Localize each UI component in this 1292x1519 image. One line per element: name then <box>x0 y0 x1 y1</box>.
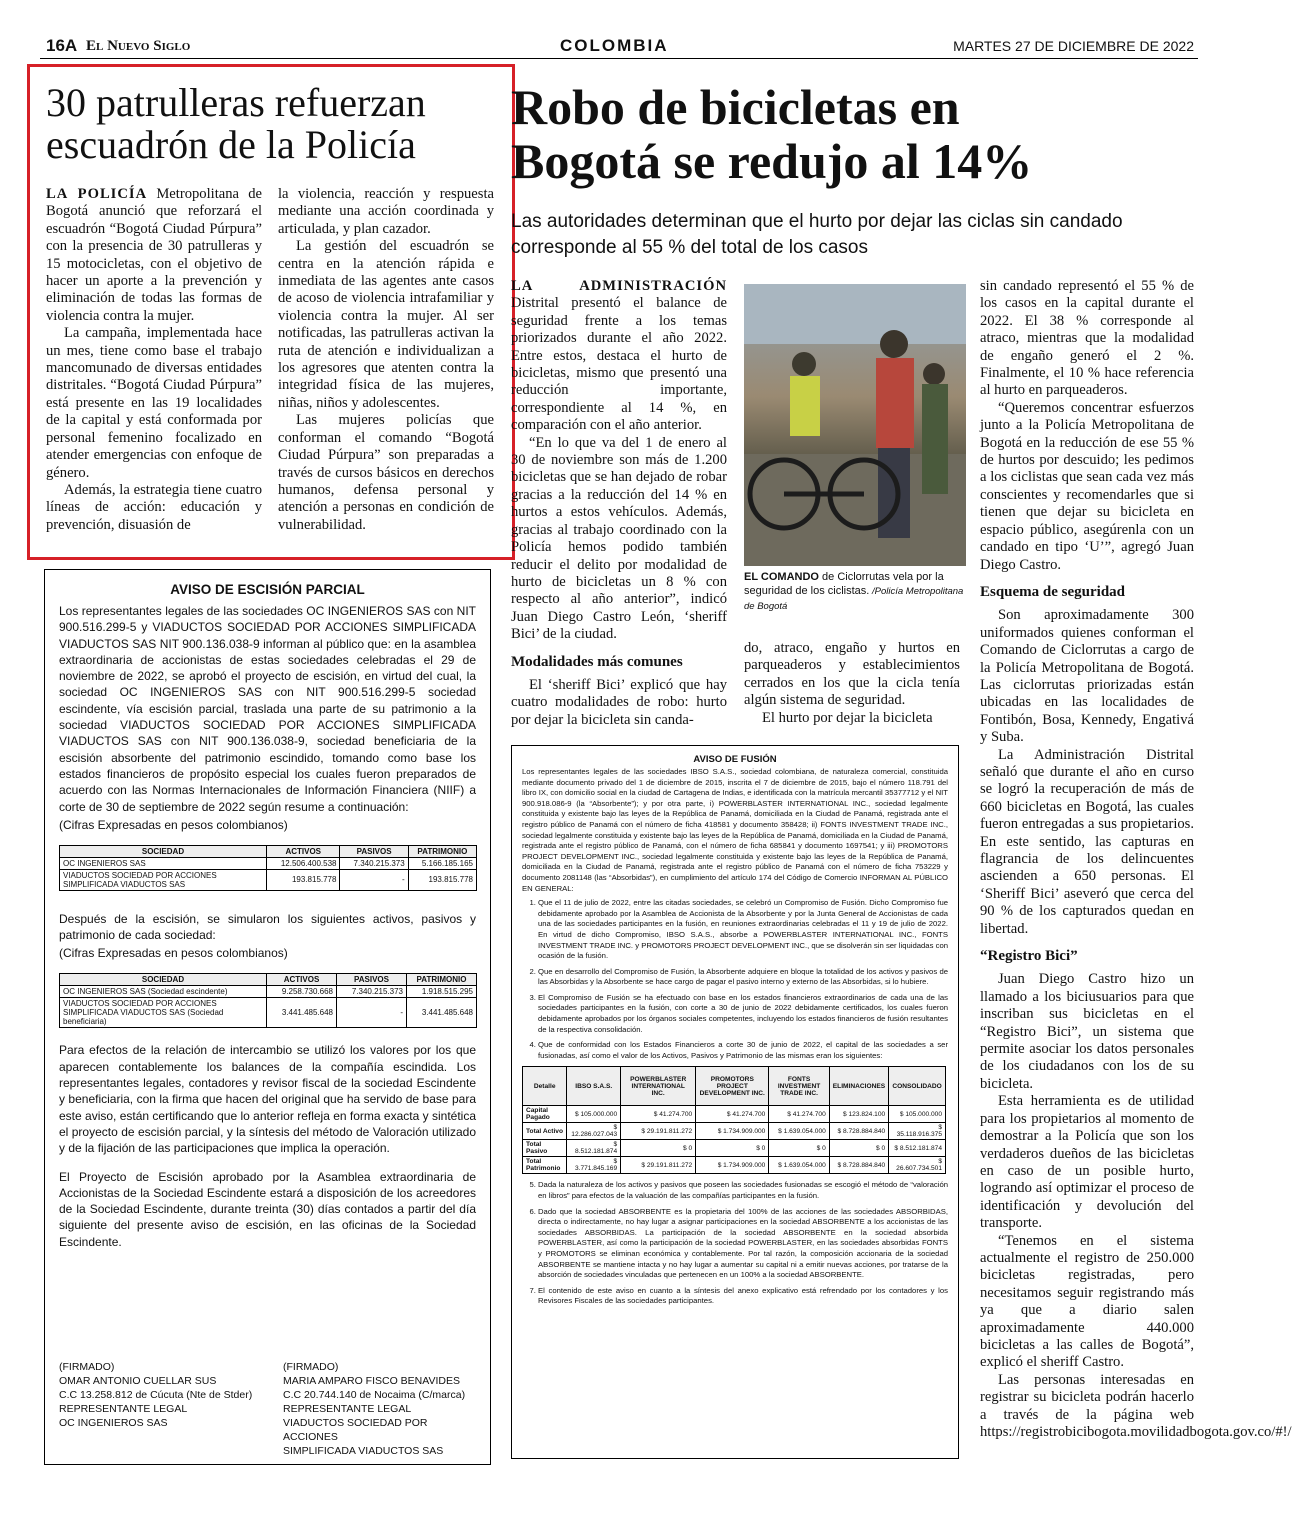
table-row <box>60 986 477 998</box>
fusion-item: 5. Dada la naturaleza de los activos y pasivos que poseen las sociedades fusionadas se escogió el método de “valoración en libros” para efectos de la valuación de las compañías participantes en la fusión. <box>538 1180 948 1201</box>
story2-para: “Queremos concentrar esfuerzos junto a la Policía Metropolitana de Bogotá en la reducción de ese 55 % de hurtos por descuido; les pedimos a los ciclistas que sean cada vez más conscientes y recomendarles que si tienen que dejar su bicicleta en espacio público, asegúrenla con un candado en tipo ‘U’”, agregó Juan Diego Castro. <box>980 399 1194 573</box>
table-header: PATRIMONIO <box>408 845 476 857</box>
table-cell: $ 8.512.181.874 <box>889 1140 946 1157</box>
table-cell: - <box>337 998 407 1028</box>
section-title: COLOMBIA <box>560 36 669 55</box>
table-row <box>60 869 477 890</box>
story1-para: La gestión del escuadrón se centra en la atención rápida e inmediata de las agentes ante casos de acoso de violencia intrafamiliar y violencia contra la mujer. Al ser notificadas, las patrulleras activan la ruta de atención e individualizan a los agresores que atenten contra la integridad física de las mujeres, niñas, niños y adolescentes. <box>278 238 494 411</box>
table-cell: Total Patrimonio <box>523 1157 567 1174</box>
table-cell: $ 105.000.000 <box>567 1106 621 1123</box>
story2-dek-line2: corresponde al 55 % del total de los casos <box>511 237 868 258</box>
table-header: PATRIMONIO <box>407 974 477 986</box>
signature-line: OC INGENIEROS SAS <box>59 1417 168 1429</box>
header-rule <box>40 58 1198 59</box>
table-cell: 9.258.730.668 <box>267 986 337 998</box>
fusion-notice <box>511 745 959 1459</box>
table-cell: $ 41.274.700 <box>696 1106 769 1123</box>
table-row <box>523 1140 946 1157</box>
story2-headline <box>511 80 1211 188</box>
signature-line: SIMPLIFICADA VIADUCTOS SAS <box>283 1445 444 1457</box>
story1-headline-line2: escuadrón de la Policía <box>46 122 416 167</box>
table-cell: Total Activo <box>523 1123 567 1140</box>
table-cell: $ 123.824.100 <box>829 1106 888 1123</box>
table-row <box>523 1123 946 1140</box>
table-header: Detalle <box>523 1067 567 1106</box>
table-cell: $ 8.728.884.840 <box>829 1123 888 1140</box>
fusion-list-2 <box>522 1180 948 1307</box>
escision-paragraph: El Proyecto de Escisión aprobado por la Asamblea extraordinaria de Accionistas de la Sociedad Escindente estará a disposición de los acreedores de la Sociedad Escindente, durante treinta (30) días contados a partir del día siguiente del presente aviso de escisión, en las oficinas de la Sociedad Escindente. <box>59 1169 476 1249</box>
story2-para: El hurto por dejar la bicicleta <box>762 709 933 726</box>
story2-column-b <box>744 640 960 727</box>
caption-lead: EL COMANDO <box>744 571 819 583</box>
story2-headline-line2: Bogotá se redujo al 14% <box>511 133 1033 189</box>
fusion-intro: Los representantes legales de las sociedades IBSO S.A.S., sociedad colombiana, de naturaleza comercial, constituida mediante documento privado del 1 de diciembre de 2015, inscrita el 7 de diciembre de 2015, bajo el número 118.791 del libro IX, con domicilio social en la ciudad de Cartagena de Indias, e identificada con la matrícula mercantil 35377712 y el NIT 900.918.086-9 (la “Absorbente”); y por otra parte, i) POWERBLASTER INTERNATIONAL INC., sociedad legalmente constituida y existente bajo las leyes de la República de Panamá, domiciliada en la Ciudad de Panamá, registrada ante el registro público de Panamá con el número de ficha 418581 y documento 358428; ii) FONTS INVESTMENT TRADE INC., sociedad legalmente constituida y existente bajo las leyes de la República de Panamá, domiciliada en la Ciudad de Panamá, registrada ante el registro público de Panamá, con el número de ficha 685841 y documento 1697541; y iii) PROMOTORS PROJECT DEVELOPMENT INC., sociedad legalmente constituida y existente bajo las leyes de la República de Panamá, domiciliada en la Ciudad de Panamá, registrada ante el registro público de Panamá con el número de ficha 753229 y documento 2081148 (las “Absorbidas”), en cumplimiento del artículo 174 del Código de Comercio INFORMAN AL PÚBLICO EN GENERAL: <box>522 767 948 893</box>
story2-dek <box>511 209 1201 261</box>
story2-subhead-modalidades: Modalidades más comunes <box>511 653 683 670</box>
table-header: SOCIEDAD <box>60 845 267 857</box>
story1-headline-line1: 30 patrulleras refuerzan <box>46 80 426 125</box>
table-cell: $ 3.771.845.169 <box>567 1157 621 1174</box>
signature-block-2 <box>283 1360 483 1458</box>
story2-para: Las personas interesadas en registrar su bicicleta podrán hacerlo a través de la página web https://registrobicibogota.movilidadbogota.gov.co/#!/ <box>980 1371 1292 1440</box>
fusion-item: 6. Dado que la sociedad ABSORBENTE es la propietaria del 100% de las acciones de las sociedades ABSORBIDAS, directa o indirectamente, no hay lugar a asignar participaciones en la sociedad ABSORBENTE a los accionistas de las sociedades ABSORBIDAS. La participación de la sociedad ABSORBENTE en la sociedad absorbida POWERBLASTER, así como la participación de la sociedad POWERBLASTER, en las sociedades absorbidas FONTS y PROMOTORS se eliminan económica y contablemente. Por tal razón, la composición accionaria de la sociedad ABSORBENTE se mantiene intacta y no hay lugar a aumentar su capital ni a emitir nuevas acciones, por tratarse de la absorción de sociedades vinculadas que pertenecen en un 100% a la sociedad ABSORBENTE. <box>538 1207 948 1281</box>
table-cell: 5.166.185.165 <box>408 857 476 869</box>
table-row <box>60 998 477 1028</box>
table-cell: 7.340.215.373 <box>337 986 407 998</box>
signature-line: (FIRMADO) <box>59 1361 115 1373</box>
table-cell: 1.918.515.295 <box>407 986 477 998</box>
story2-para: El ‘sheriff Bici’ explicó que hay cuatro modalidades de robo: hurto por dejar la bicicleta sin canda- <box>511 676 727 728</box>
caption-credit: /Policía Metropolitana de Bogotá <box>744 586 964 612</box>
story2-para: Son aproximadamente 300 uniformados quienes conforman el Comando de Ciclorrutas a cargo de la Policía Metropolitana de Bogotá. Las ciclorrutas priorizadas están ubicadas en las localidades de Fontibón, Bosa, Kennedy, Engativá y Suba. <box>980 607 1194 746</box>
story2-para: “En lo que va del 1 de enero al 30 de noviembre son más de 1.200 bicicletas que se han dejado de robar gracias a la reducción del 14 % en hurtos a estos vehículos. Además, gracias al trabajo coordinado con la Policía hemos podido también reducir el delito por modalidad de hurto de bicicletas un 8 % con respecto al año anterior”, indicó Juan Diego Castro León, ‘sheriff Bici’ de la ciudad. <box>511 434 727 643</box>
table-cell: $ 0 <box>829 1140 888 1157</box>
table-cell: 193.815.778 <box>408 869 476 890</box>
escision-table-after <box>59 973 477 1028</box>
page-number: 16A <box>46 36 78 55</box>
table-cell: $ 41.274.700 <box>621 1106 696 1123</box>
story2-para: sin candado representó el 55 % de los casos en la capital durante el 2022. El 38 % corresponde al atraco, mientras que la modalidad de engaño generó el 2 %. Finalmente, el 10 % hace referencia al hurto en parqueaderos. <box>980 278 1194 399</box>
table-header: ACTIVOS <box>267 974 337 986</box>
escision-table-before <box>59 845 477 891</box>
story2-column-c <box>980 278 1292 1441</box>
photo-caption <box>744 570 966 614</box>
table-cell: VIADUCTOS SOCIEDAD POR ACCIONES SIMPLIFICADA VIADUCTOS SAS <box>60 869 267 890</box>
table-cell: 3.441.485.648 <box>267 998 337 1028</box>
table-cell: $ 12.286.027.043 <box>567 1123 621 1140</box>
table-header: CONSOLIDADO <box>889 1067 946 1106</box>
table-cell: $ 8.728.884.840 <box>829 1157 888 1174</box>
signature-line: REPRESENTANTE LEGAL <box>59 1403 188 1415</box>
caption-text: de Ciclorrutas vela por la seguridad de los ciclistas. <box>744 571 944 597</box>
table-cell: - <box>340 869 408 890</box>
table-cell: OC INGENIEROS SAS (Sociedad escindente) <box>60 986 267 998</box>
table-header: PASIVOS <box>340 845 408 857</box>
story2-para: do, atraco, engaño y hurtos en parqueaderos y establecimientos cerrados en los que la cicla tenía algún sistema de seguridad. <box>744 640 960 709</box>
table-row <box>60 857 477 869</box>
story1-lead: LA POLICÍA <box>46 186 148 202</box>
story2-subhead-esquema: Esquema de seguridad <box>980 583 1126 600</box>
issue-date: MARTES 27 DE DICIEMBRE DE 2022 <box>953 38 1194 54</box>
table-cell: $ 29.191.811.272 <box>621 1157 696 1174</box>
story2-headline-line1: Robo de bicicletas en <box>511 79 960 135</box>
signature-line: REPRESENTANTE LEGAL <box>283 1403 412 1415</box>
table-header: PROMOTORS PROJECT DEVELOPMENT INC. <box>696 1067 769 1106</box>
story2-para: Juan Diego Castro hizo un llamado a los biciusuarios para que inscriban sus bicicletas en el “Registro Bici”, un sistema que permite asociar los datos personales de los ciudadanos con los de su bicicleta. <box>980 971 1194 1092</box>
table-cell: $ 35.118.916.375 <box>889 1123 946 1140</box>
table-header: PASIVOS <box>337 974 407 986</box>
table-header: POWERBLASTER INTERNATIONAL INC. <box>621 1067 696 1106</box>
table-cell: $ 8.512.181.874 <box>567 1140 621 1157</box>
story2-lead: LA ADMINISTRACIÓN <box>511 278 727 294</box>
fusion-item: 1. Que el 11 de julio de 2022, entre las citadas sociedades, se celebró un Compromiso de Fusión. Dicho Compromiso fue debidamente aprobado por la Asamblea de Accionista de la Absorbente y por la Junta General de Accionistas de cada una de las sociedades participantes en la fusión, en reuniones extraordinarias celebradas el 11 y 19 de julio de 2022. En virtud de dicho Compromiso, IBSO S.A.S., absorbe a POWERBLASTER INTERNATIONAL INC., FONTS INVESTMENT TRADE INC. y PROMOTORS PROJECT DEVELOPMENT INC., que se disolverán sin ser liquidadas con ocasión de la fusión. <box>538 898 948 962</box>
escision-paragraph: Después de la escisión, se simularon los siguientes activos, pasivos y patrimonio de cada sociedad: <box>59 911 476 943</box>
story2-para <box>511 278 727 435</box>
table-cell: OC INGENIEROS SAS <box>60 857 267 869</box>
escision-title: AVISO DE ESCISIÓN PARCIAL <box>170 582 365 597</box>
fusion-item: 3. El Compromiso de Fusión se ha efectuado con base en los estados financieros extraordinarios de cada una de las sociedades participantes en la fusión, con corte a 30 de junio de 2022 debidamente certificados, los cuales fueron debidamente aprobados por los órganos sociales competentes, incluyendo los estados financieros de fusión resultantes de la respectiva consolidación. <box>538 993 948 1035</box>
story1-para: Además, la estrategia tiene cuatro líneas de acción: educación y prevención, disuasión de <box>46 481 262 533</box>
story1-headline <box>46 82 506 166</box>
table-cell: $ 1.734.909.000 <box>696 1123 769 1140</box>
table-cell: VIADUCTOS SOCIEDAD POR ACCIONES SIMPLIFICADA VIADUCTOS SAS (Sociedad beneficiaria) <box>60 998 267 1028</box>
story2-column-a <box>511 278 727 729</box>
story2-dek-line1: Las autoridades determinan que el hurto por dejar las ciclas sin candado <box>511 211 1123 232</box>
fusion-item: 7. El contenido de este aviso en cuanto a la síntesis del anexo explicativo está refrendado por los contadores y los Revisores Fiscales de las sociedades participantes. <box>538 1286 948 1307</box>
escision-cifras: (Cifras Expresadas en pesos colombianos) <box>59 946 288 961</box>
table-cell: $ 1.639.054.000 <box>769 1157 829 1174</box>
escision-paragraph: Los representantes legales de las sociedades OC INGENIEROS SAS con NIT 900.516.299-5 y VIADUCTOS SOCIEDAD POR ACCIONES SIMPLIFICADA VIADUCTOS SAS NIT 900.136.038-9 informan al público que: en la asamblea extraordinaria de accionistas de estas sociedades celebradas el 29 de noviembre de 2022, se aprobó el proyecto de escisión, en virtud del cual, la sociedad OC INGENIEROS SAS con NIT 900.516.299-5 sociedad escindente, vía escisión parcial, traslada una parte de su patrimonio a la sociedad VIADUCTOS SOCIEDAD POR ACCIONES SIMPLIFICADA VIADUCTOS SAS con NIT 900.136.038-9, sociedad beneficiaria de la escisión absorbente del patrimonio escindido, tomando como base los estados financieros de propósito especial los cuales fueron preparados de acuerdo con las Normas Internacionales de Información Financiera (NIIF) a corte de 30 de septiembre de 2022 según resume a continuación: <box>59 604 476 814</box>
table-cell: 12.506.400.538 <box>267 857 340 869</box>
table-cell: $ 0 <box>769 1140 829 1157</box>
story1-para: La campaña, implementada hace un mes, tiene como base el trabajo mancomunado de diversas entidades distritales. “Bogotá Ciudad Púrpura” está presente en las 19 localidades de la capital y está conformada por personal femenino focalizado en atender emergencias con enfoque de género. <box>46 325 262 481</box>
table-cell: $ 29.191.811.272 <box>621 1123 696 1140</box>
table-row <box>523 1157 946 1174</box>
newspaper-name: El Nuevo Siglo <box>86 38 191 54</box>
fusion-table <box>522 1066 946 1174</box>
table-cell: Total Pasivo <box>523 1140 567 1157</box>
table-cell: $ 41.274.700 <box>769 1106 829 1123</box>
story2-subhead-registro: “Registro Bici” <box>980 948 1078 965</box>
signature-block-1 <box>59 1360 269 1430</box>
table-cell: $ 1.639.054.000 <box>769 1123 829 1140</box>
escision-notice <box>44 569 491 1465</box>
table-header: SOCIEDAD <box>60 974 267 986</box>
fusion-list <box>522 898 948 1061</box>
table-cell: $ 0 <box>696 1140 769 1157</box>
signature-line: (FIRMADO) <box>283 1361 339 1373</box>
table-header: IBSO S.A.S. <box>567 1067 621 1106</box>
escision-paragraph: Para efectos de la relación de intercambio se utilizó los valores por los que aparecen contablemente los balances de la compañía escindida. Los representantes legales, contadores y revisor fiscal de la sociedad Escindente y beneficiaria, con la firma que hacen del original que ha servido de base para este aviso, están certificando que lo anterior refleja en forma exacta y sintética el proyecto de escisión parcial, y la síntesis del método de Valoración utilizado y de la fijación de las participaciones que implica la operación. <box>59 1043 476 1156</box>
table-row <box>523 1106 946 1123</box>
signature-line: C.C 20.744.140 de Nocaima (C/marca) <box>283 1389 466 1401</box>
table-cell: 7.340.215.373 <box>340 857 408 869</box>
table-cell: $ 1.734.909.000 <box>696 1157 769 1174</box>
signature-line: OMAR ANTONIO CUELLAR SUS <box>59 1375 217 1387</box>
cyclists-police-photo <box>744 284 966 566</box>
escision-cifras: (Cifras Expresadas en pesos colombianos) <box>59 817 288 832</box>
table-header: FONTS INVESTMENT TRADE INC. <box>769 1067 829 1106</box>
table-header: ACTIVOS <box>267 845 340 857</box>
story2-para: La Administración Distrital señaló que durante el año en curso se logró la recuperación de más de 660 bicicletas en Bogotá, las cuales fueron entregadas a sus propietarios. En este sentido, las capturas en flagrancia de los delincuentes ascienden a 650 personas. El ‘Sheriff Bici’ aseveró que cerca del 90 % de los capturados quedan en libertad. <box>980 746 1194 937</box>
fusion-title: AVISO DE FUSIÓN <box>693 754 777 765</box>
signature-line: C.C 13.258.812 de Cúcuta (Nte de Stder) <box>59 1389 253 1401</box>
table-cell: 3.441.485.648 <box>407 998 477 1028</box>
table-cell: $ 105.000.000 <box>889 1106 946 1123</box>
story2-text: Distrital presentó el balance de seguridad frente a los temas priorizados durante el año 2022. Entre estos, destaca el hurto de bicicletas, mismo que presentó una reducción importante, correspondiente al 14 %, en comparación con el año anterior. <box>511 295 727 434</box>
story1-para: Las mujeres policías que conforman el comando “Bogotá Ciudad Púrpura” son preparadas a través de cursos básicos en derechos humanos, defensa personal y atención a personas en condición de vulnerabilidad. <box>278 412 494 533</box>
story1-column-b <box>278 186 494 534</box>
story2-para: Esta herramienta es de utilidad para los propietarios al momento de demostrar a la Policía que son los verdaderos dueños de las bicicletas en caso de un posible hurto, logrando así optimizar el proceso de identificación y devolución del transporte. <box>980 1093 1194 1232</box>
signature-line: VIADUCTOS SOCIEDAD POR ACCIONES <box>283 1417 428 1443</box>
signature-line: MARIA AMPARO FISCO BENAVIDES <box>283 1375 460 1387</box>
table-cell: $ 0 <box>621 1140 696 1157</box>
table-cell: $ 26.607.734.501 <box>889 1157 946 1174</box>
fusion-item: 2. Que en desarrollo del Compromiso de Fusión, la Absorbente adquiere en bloque la totalidad de los activos y pasivos de las Absorbidas y la Absorbente se hace cargo de pagar el pasivo interno y externo de las Absorbidas, si lo hubiere. <box>538 967 948 988</box>
table-cell: 193.815.778 <box>267 869 340 890</box>
story1-para: la violencia, reacción y respuesta mediante una acción coordinada y articulada, y plan cazador. <box>278 186 494 237</box>
story2-para: “Tenemos en el sistema actualmente el registro de 250.000 bicicletas registradas, pero necesitamos seguir registrando más ya que a diario salen aproximadamente 440.000 bicicletas a las calles de Bogotá”, explicó el sheriff Castro. <box>980 1232 1194 1371</box>
table-header: ELIMINACIONES <box>829 1067 888 1106</box>
story1-column-a <box>46 186 262 534</box>
story1-text: Metropolitana de Bogotá anunció que reforzará el escuadrón “Bogotá Ciudad Púrpura” con la presencia de 30 patrulleras y 15 motocicletas, con el objetivo de hacer un aporte a la prevención y eliminación de todas las formas de violencia contra la mujer. <box>46 186 262 324</box>
fusion-item: 4. Que de conformidad con los Estados Financieros a corte 30 de junio de 2022, el capital de las sociedades a ser fusionadas, así como el valor de los Activos, Pasivos y Patrimonio de las mismas eran los siguientes: <box>538 1040 948 1061</box>
table-cell: Capital Pagado <box>523 1106 567 1123</box>
story1-para <box>46 186 262 325</box>
